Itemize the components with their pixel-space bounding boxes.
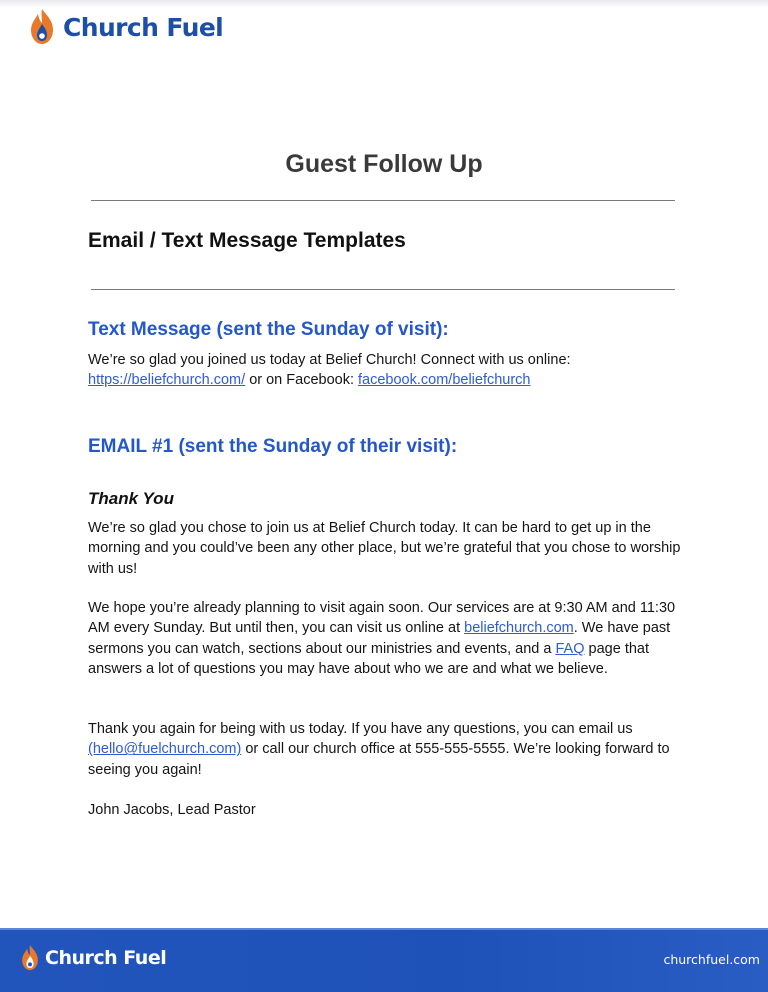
facebook-link[interactable]: facebook.com/beliefchurch — [358, 372, 531, 389]
brand-name: Church Fuel — [63, 12, 224, 42]
email1-paragraph-3 — [88, 719, 698, 780]
divider — [91, 200, 675, 201]
paragraph-text: page that answers a lot of questions you may have about who we are and what we believe. — [88, 640, 649, 678]
paragraph-text: . We have past sermons you can watch, sections about our ministries and events, and a — [88, 620, 671, 657]
email1-subject: Thank You — [88, 489, 174, 508]
website-link[interactable]: https://beliefchurch.com/ — [88, 372, 246, 389]
flame-icon — [20, 944, 40, 972]
footer-website-link[interactable]: churchfuel.com — [663, 952, 760, 967]
footer-bar — [0, 928, 768, 992]
email1-signature: John Jacobs, Lead Pastor — [88, 802, 256, 818]
text-message-connector: or on Facebook: — [245, 372, 359, 389]
text-message-line: We’re so glad you joined us today at Belief Church! Connect with us online: — [88, 352, 571, 368]
page-title: Guest Follow Up — [285, 150, 483, 178]
paragraph-text: Thank you again for being with us today. If you have any questions, you can email us — [88, 721, 633, 737]
divider — [91, 289, 675, 290]
brand-logo[interactable] — [28, 8, 223, 46]
email1-paragraph-1: We’re so glad you chose to join us at Belief Church today. It can be hard to get up in the morning and you could’ve been any other place, but we’re grateful that you chose to worship with us! — [88, 520, 681, 577]
text-message-heading: Text Message (sent the Sunday of visit): — [88, 319, 449, 340]
text-message-body — [88, 350, 698, 391]
email-link[interactable]: (hello@fuelchurch.com) — [88, 741, 242, 758]
paragraph-text: or call our church office at 555-555-5555. We’re looking forward to seeing you again! — [88, 741, 670, 778]
faq-link[interactable]: FAQ — [555, 640, 585, 657]
top-shadow-bar — [0, 0, 768, 8]
paragraph-text: We hope you’re already planning to visit again soon. Our services are at 9:30 AM and 11:30 AM every Sunday. But until then, you can visit us online at — [88, 600, 676, 637]
flame-icon — [28, 8, 56, 46]
footer-brand-name: Church Fuel — [45, 947, 167, 969]
footer-brand-logo[interactable] — [20, 944, 166, 972]
email1-paragraph-2 — [88, 598, 698, 680]
email1-heading: EMAIL #1 (sent the Sunday of their visit): — [88, 436, 458, 457]
beliefchurch-link[interactable]: beliefchurch.com — [464, 620, 574, 637]
section-subtitle: Email / Text Message Templates — [88, 229, 406, 252]
